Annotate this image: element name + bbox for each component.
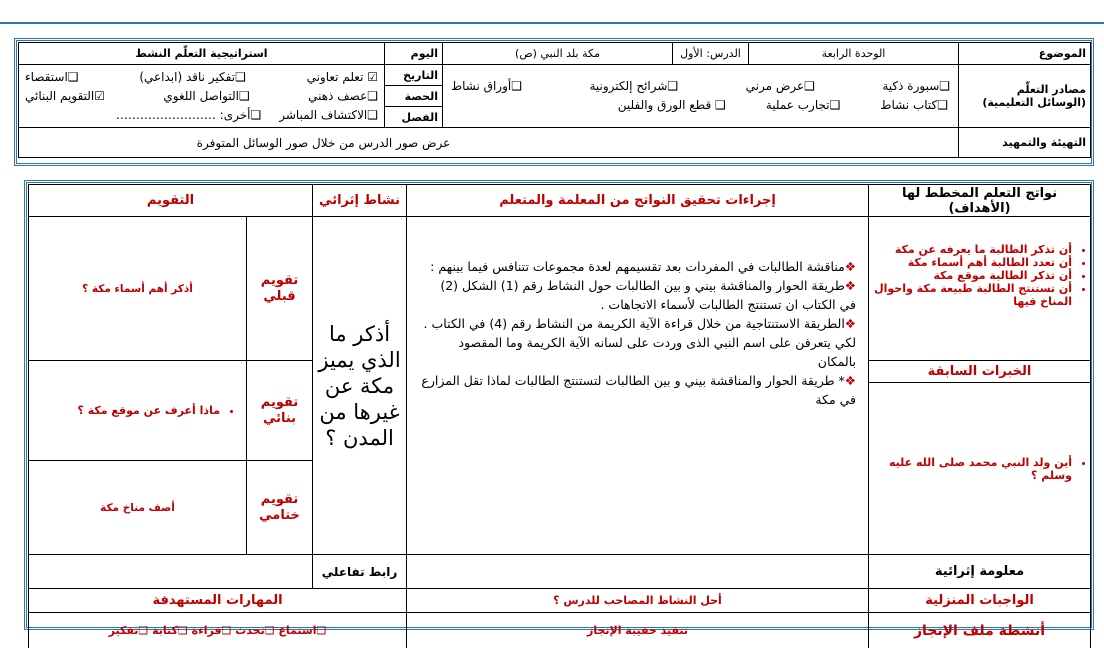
outcomes-cell (869, 217, 1091, 361)
col-enrichment-header: نشاط إثرائي (313, 185, 407, 217)
header-table (18, 42, 1091, 158)
resource-paper-foam: ❑ قطع الورق والفلين (617, 98, 726, 112)
skills-label: المهارات المستهدفة (29, 589, 407, 613)
class-label: الفصل (385, 107, 443, 128)
homework-label: الواجبات المنزلية (869, 589, 1091, 613)
strategy-brainstorm: ❑عصف ذهني (308, 88, 378, 103)
resource-smart-board: ❑سبورة ذكية (882, 79, 951, 93)
interactive-link-cell[interactable] (29, 555, 313, 589)
eval-pre-label: تقويم قبلي (247, 217, 313, 361)
eval-formative-label: تقويم بنائي (247, 361, 313, 461)
homework-text: أحل النشاط المصاحب للدرس ؟ (407, 589, 869, 613)
lesson-plan-table (28, 184, 1091, 648)
resource-flexible-display: ❑عرض مرني (745, 79, 815, 93)
strategies-cell (19, 65, 385, 128)
period-label: الحصة (385, 86, 443, 107)
enrichment-activity: أذكر ما الذي يميز مكة عن غيرها من المدن ؟ (313, 217, 407, 555)
enrichment-info-label: معلومة إثرائية (869, 555, 1091, 589)
eval-pre-text: أذكر أهم أسماء مكة ؟ (29, 217, 247, 361)
enrichment-info-cell (407, 555, 869, 589)
resource-slides: ❑شرائح إلكترونية (589, 79, 679, 93)
col-outcomes-header: نواتج التعلم المخطط لها (الأهداف) (869, 185, 1091, 217)
procedure-item: ❖ * طريقة الحوار والمناقشة بيني و بين الطالبات لتستنتج الطالبات لماذا تقل المزارع في مكة (421, 371, 856, 409)
eval-formative-text: • ماذا أعرف عن موقع مكة ؟ (37, 404, 220, 417)
top-divider-line (0, 22, 1104, 24)
prior-knowledge-item: • أين ولد النبي محمد صلى الله عليه وسلم ؟ (869, 456, 1072, 482)
strategy-language: ❑التواصل اللغوي (163, 88, 250, 103)
strategy-discovery: ❑الاكتشاف المباشر (279, 107, 378, 122)
outcome-item: • أن تعدد الطالبة أهم أسماء مكة (869, 256, 1072, 269)
date-label: التاريخ (385, 65, 443, 86)
procedures-list (421, 257, 860, 409)
outcome-item: • أن تذكر الطالبة ما يعرفه عن مكة (869, 243, 1072, 256)
prior-knowledge-list (869, 456, 1090, 482)
unit-cell: الوحدة الرابعة (749, 43, 959, 65)
resources-label (959, 65, 1091, 128)
procedure-item: ❖ طريقة الحوار والمناقشة بيني و بين الطالبات حول النشاط رقم (1) الشكل (2) في الكتاب ان تستنتج الطالبات لأسماء الاتجاهات . (421, 276, 856, 314)
outcome-item: • أن تستنتج الطالبة طبيعة مكة واحوال المناخ فيها (869, 282, 1072, 308)
prior-knowledge-cell (869, 383, 1091, 555)
subject-label: الموضوع (959, 43, 1091, 65)
strategy-formative: ☑التقويم البنائي (25, 88, 106, 103)
resource-activity-book: ❑كتاب نشاط (880, 98, 949, 112)
resources-label-line1: مصادر التعلّم (1016, 83, 1087, 96)
strategy-inquiry: ❑استقصاء (25, 69, 79, 84)
lesson-title: مكة بلد النبي (ص) (443, 43, 673, 65)
portfolio-text: تنفيذ حقيبة الإنجاز (407, 613, 869, 648)
day-label: اليوم (385, 43, 443, 65)
resources-cell (443, 65, 959, 128)
resource-activity-sheets: ❑أوراق نشاط (451, 79, 522, 93)
lesson-label: الدرس: الأول (673, 43, 749, 65)
eval-final-text: أصف مناخ مكة (29, 461, 247, 555)
strategy-critical: ❑تفكير ناقد (ابداعي) (139, 69, 246, 84)
procedure-item: ❖ مناقشة الطالبات في المفردات بعد تقسيمهم لعدة مجموعات تتنافس فيما بينهم : (421, 257, 856, 276)
col-procedures-header: إجراءات تحقيق النواتج من المعلمة والمتعلم (407, 185, 869, 217)
resources-label-line2: (الوسائل التعليمية) (982, 96, 1087, 109)
outcomes-list (869, 243, 1090, 308)
procedures-cell (407, 217, 869, 555)
warmup-text: عرض صور الدرس من خلال صور الوسائل المتوفرة (19, 128, 959, 158)
warmup-label: التهيئة والتمهيد (959, 128, 1091, 158)
outcome-item: • أن تذكر الطالبة موقع مكة (869, 269, 1072, 282)
strategies-title: استراتيجية التعلّم النشط (19, 43, 385, 65)
eval-formative-cell (29, 361, 247, 461)
skills-list: ❑استماع ❑تحدث ❑قراءة ❑كتابة ❑تفكير (29, 613, 407, 648)
strategy-cooperative: ☑ تعلم تعاوني (306, 69, 378, 84)
resource-experiments: ❑تجارب عملية (765, 98, 841, 112)
interactive-link-label: رابط تفاعلي (313, 555, 407, 589)
portfolio-label: أنشطة ملف الإنجاز (869, 613, 1091, 648)
procedure-item: ❖ الطريقة الاستنتاجية من خلال قراءة الآية الكريمة من النشاط رقم (4) في الكتاب . لكي يتعرفن على اسم النبي الذى وردت على لسانه الآية الكريمة وما المقصود بالمكان (421, 314, 856, 371)
eval-final-label: تقويم ختامي (247, 461, 313, 555)
prior-knowledge-label: الخبرات السابقة (869, 361, 1091, 383)
strategy-other: ❑أخرى: ……………………. (116, 107, 262, 122)
col-evaluation-header: التقويم (29, 185, 313, 217)
